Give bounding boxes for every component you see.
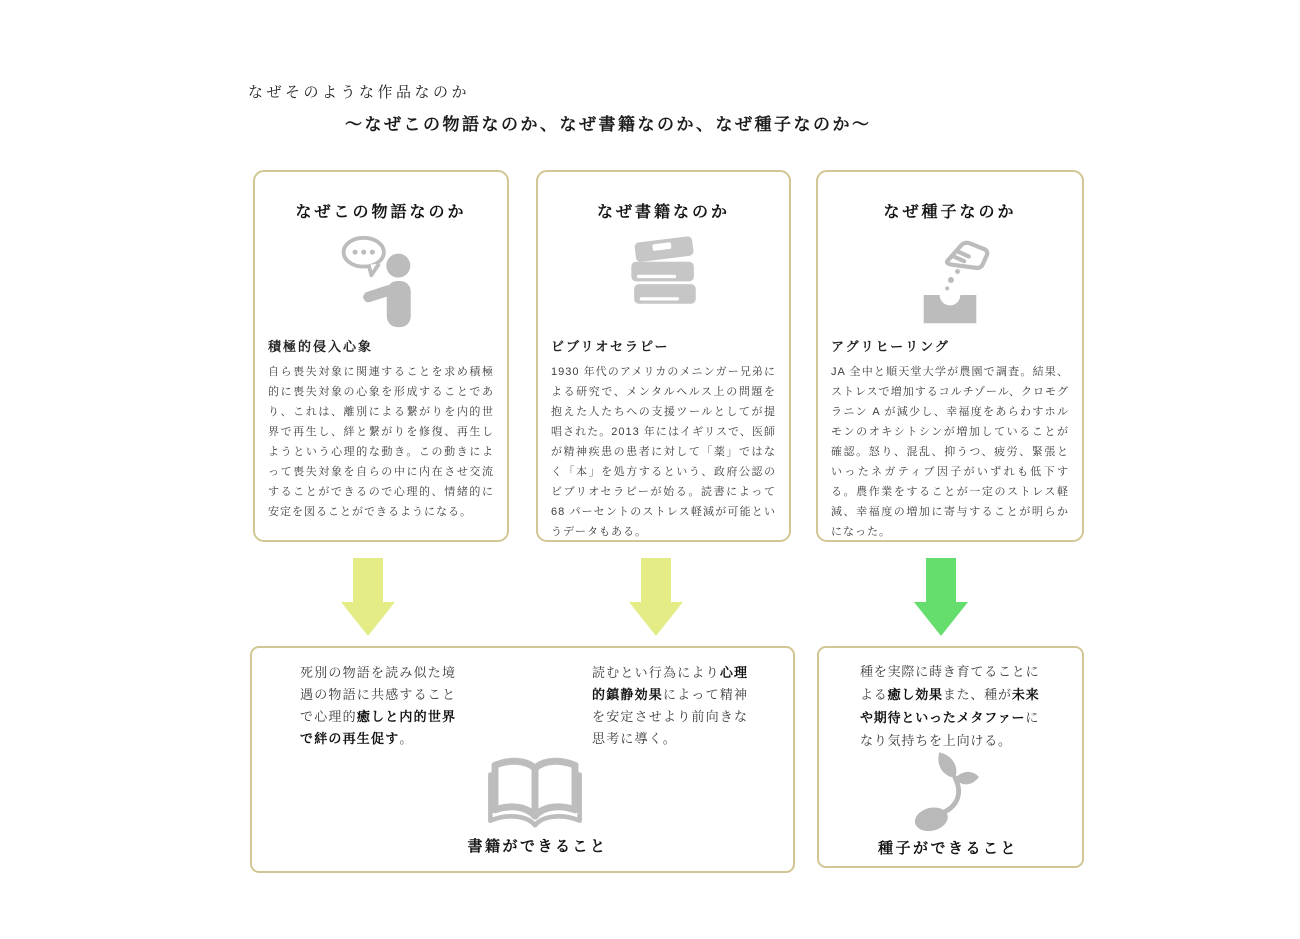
card-story [253,170,509,542]
outcome-books-caption: 書籍ができること [467,838,608,855]
sprout-icon [904,748,986,836]
card-seeds-heading: アグリヒーリング [831,339,950,354]
arrow-down-seeds [914,558,968,636]
arrow-down-books [629,558,683,636]
card-books-body: 1930 年代のアメリカのメニンガー兄弟による研究で、メンタルヘルス上の問題を抱えた人たちへの支援ツールとしてが提唱された。2013 年にはイギリスで、医師が精神疾患の患者に対して「薬」ではなく「本」を処方するという、政府公認のビブリオセラピーが始る。読書によって 68 パーセントのストレス軽減が可能というデータもある。 [551,366,776,538]
page-title: なぜそのような作品なのか [248,84,471,101]
card-books-heading: ビブリオセラピー [551,339,670,354]
card-story-body: 自ら喪失対象に関連することを求め積極的に喪失対象の心象を形成することであり、これは、離別による繋がりを内的世界で再生し、絆と繋がりを修復、再生しようという心理的な動き。この動きによって喪失対象を自らの中に内在させ交流することができるので心理的、情緒的に安定を図ることができるようになる。 [268,366,494,518]
outcome-seeds-text: 種を実際に蒔き育てることによる癒し効果また、種が未来や期待といったメタファーになり気持ちを上向ける。 [860,664,1040,748]
card-seeds-title: なぜ種子なのか [883,204,1017,221]
book-stack-icon [538,233,789,329]
person-speech-icon [255,233,507,329]
card-books [536,170,791,542]
card-story-title: なぜこの物語なのか [295,204,467,221]
outcome-seeds-caption: 種子ができること [877,840,1018,857]
card-seeds [816,170,1084,542]
card-books-title: なぜ書籍なのか [596,204,730,221]
card-seeds-body: JA 全中と順天堂大学が農園で調査。結果、ストレスで増加するコルチゾール、クロモグラニン A が減少し、幸福度をあらわすホルモンのオキシトシンが増加していることが確認。怒り、混乱、抑うつ、疲労、緊張といったネガティブ因子がいずれも低下する。農作業をすることが一定のストレス軽減、幸福度の増加に寄与することが明らかになった。 [831,366,1069,538]
outcome-books-text-1: 死別の物語を読み似た境遇の物語に共感することで心理的癒しと内的世界で絆の再生促す。 [300,665,457,746]
open-book-icon [485,754,585,832]
outcome-books-text-2: 読むとい行為により心理的鎮静効果によって精神を安定させより前向きな思考に導く。 [592,665,749,746]
card-story-heading: 積極的侵入心象 [268,339,374,354]
arrow-down-story [341,558,395,636]
seed-sowing-icon [818,233,1082,329]
page-subtitle: ～なぜこの物語なのか、なぜ書籍なのか、なぜ種子なのか～ [345,115,872,134]
